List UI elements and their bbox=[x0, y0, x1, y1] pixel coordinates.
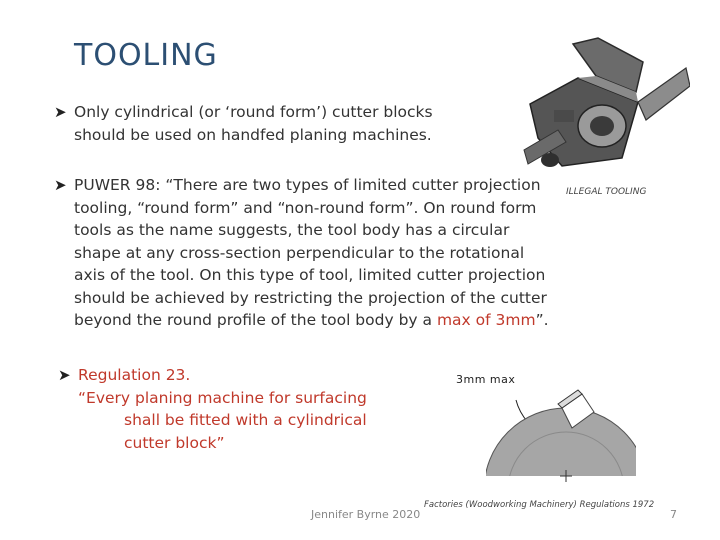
cylindrical-cutter-diagram bbox=[486, 382, 636, 492]
bullet-3 bbox=[58, 364, 367, 454]
bullet-2-line: PUWER 98: “There are two types of limited cutter projection bbox=[74, 176, 541, 194]
page-number: 7 bbox=[670, 508, 677, 521]
slide-title: TOOLING bbox=[74, 38, 218, 73]
bullet-2-line: axis of the tool. On this type of tool, limited cutter projection bbox=[74, 266, 546, 284]
arrow-bullet-icon: ➤ bbox=[58, 366, 71, 384]
bullet-2-line: shape at any cross-section perpendicular to the rotational bbox=[74, 243, 525, 262]
arrow-bullet-icon: ➤ bbox=[54, 176, 67, 194]
arrow-bullet-icon: ➤ bbox=[54, 103, 67, 121]
bullet-2-text: beyond the round profile of the tool body by a bbox=[74, 311, 437, 329]
bullet-2-line: tooling, “round form” and “non-round form”. On round form bbox=[74, 198, 537, 217]
bullet-1-line: should be used on handfed planing machines. bbox=[74, 125, 432, 144]
bullet-3-line: “Every planing machine for surfacing bbox=[78, 388, 367, 407]
diagram-label: 3mm max bbox=[456, 373, 516, 386]
bullet-1-line: Only cylindrical (or ‘round form’) cutter blocks bbox=[74, 103, 433, 121]
bullet-3-line: Regulation 23. bbox=[78, 366, 191, 384]
bullet-2-line: tools as the name suggests, the tool body has a circular bbox=[74, 221, 510, 239]
bullet-2-line: should be achieved by restricting the projection of the cutter bbox=[74, 288, 547, 307]
bullet-2-line bbox=[74, 309, 549, 332]
illegal-tooling-caption: ILLEGAL TOOLING bbox=[566, 187, 647, 197]
bullet-2 bbox=[54, 174, 549, 332]
illegal-tooling-photo bbox=[518, 34, 690, 186]
bullet-3-line: shall be fitted with a cylindrical bbox=[124, 411, 367, 429]
bullet-1 bbox=[54, 101, 433, 146]
footer-author: Jennifer Byrne 2020 bbox=[311, 508, 421, 521]
source-caption: Factories (Woodworking Machinery) Regulations 1972 bbox=[424, 500, 655, 510]
bullet-3-line: cutter block” bbox=[124, 433, 225, 452]
max-3mm-highlight: max of 3mm bbox=[436, 311, 536, 329]
bullet-2-text: ”. bbox=[535, 311, 549, 329]
